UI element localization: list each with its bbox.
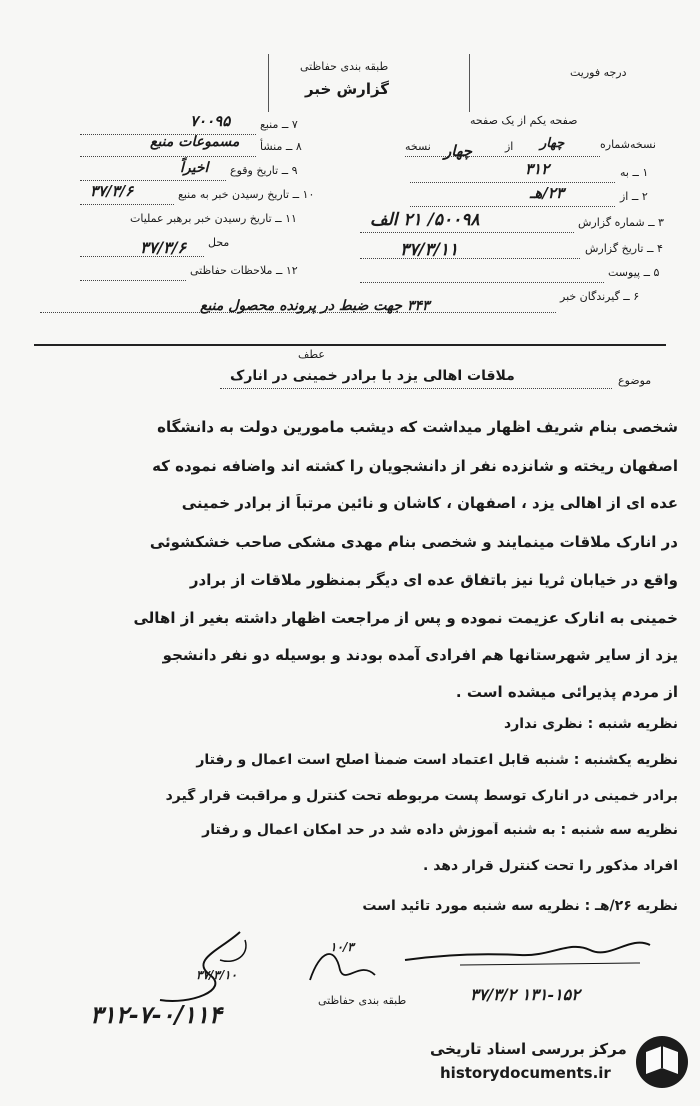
signature-left bbox=[150, 920, 270, 1010]
signature-middle bbox=[300, 930, 390, 990]
field-9-value: اخیراً bbox=[180, 160, 209, 176]
field-10-label: ۱۰ ــ تاریخ رسیدن خبر به منبع bbox=[178, 188, 315, 201]
opinion-sunday-1: نظریه یکشنبه : شنبه قابل اعتماد است ضمناً اصلح است اعمال و رفتار bbox=[196, 752, 678, 768]
copy-value: چهار bbox=[540, 136, 565, 151]
field-8-label: ۸ ــ منشأ bbox=[260, 140, 302, 153]
copy-of: از bbox=[505, 140, 514, 153]
field-1-value: ۳۱۲ bbox=[525, 160, 550, 178]
report-title: گزارش خبر bbox=[305, 80, 390, 98]
signature-mid-date: ۱۰/۳ bbox=[330, 940, 354, 954]
field-4-value: ۳۷/۳/۱۱ bbox=[400, 240, 459, 260]
body-line: شخصی بنام شریف اظهار میداشت که دیشب مامورین دولت به دانشگاه bbox=[157, 418, 678, 436]
body-line: واقع در خیابان ثریا نیز باتفاق عده ای دیگر بمنظور ملاقات از برادر bbox=[189, 571, 678, 589]
signature-date-left: ۳۷/۳/۱۰ bbox=[196, 968, 237, 982]
page-line: صفحه یکم از یک صفحه bbox=[470, 114, 578, 127]
field-7-value: ۷۰۰۹۵ bbox=[190, 112, 231, 130]
body-line: اصفهان ریخته و شانزده نفر از دانشجویان را کشته اند واضافه نموده که bbox=[152, 457, 678, 475]
field-9-label: ۹ ــ تاریخ وقوع bbox=[230, 164, 298, 177]
recipients-note: ۳۴۳ جهت ضبط در پرونده محصول منبع bbox=[200, 298, 430, 314]
field-10-value: ۳۷/۳/۶ bbox=[90, 182, 134, 200]
body-line: یزد از سایر شهرستانها هم افرادی آمده بودند و بوسیله دو نفر دانشجو bbox=[162, 646, 678, 664]
field-3-value: ۵۰۰۹۸/ ۲۱ الف bbox=[370, 210, 480, 230]
divider bbox=[34, 344, 666, 346]
opinion-tuesday-2: افراد مذکور را تحت کنترل قرار دهد . bbox=[423, 858, 678, 874]
opinion-26: نظریه ۲۶/هـ : نظریه سه شنبه مورد تائید است bbox=[362, 898, 678, 914]
opinion-tuesday-1: نظریه سه شنبه : به شنبه آموزش داده شد در حد امکان اعمال و رفتار bbox=[202, 822, 678, 838]
opinion-sunday-2: برادر خمینی در انارک توسط پست مربوطه تحت کنترل و مراقبت قرار گیرد bbox=[165, 788, 678, 804]
opinion-saturday: نظریه شنبه : نظری ندارد bbox=[504, 716, 678, 732]
field-5-label: ۵ ــ پیوست bbox=[608, 266, 660, 279]
classification-top: طبقه بندی حفاظتی bbox=[300, 60, 389, 73]
field-2-value: ۲۳/هـ bbox=[530, 184, 564, 202]
field-6-label: ۶ ــ گیرندگان خبر bbox=[560, 290, 640, 303]
field-2-label: ۲ ــ از bbox=[620, 190, 648, 203]
field-11-label: ۱۱ ــ تاریخ رسیدن خبر برهبر عملیات bbox=[130, 212, 297, 225]
copy-end: نسخه bbox=[405, 140, 431, 153]
signature-right bbox=[400, 925, 660, 975]
subject-label: موضوع bbox=[618, 374, 652, 387]
body-line: خمینی به انارک عزیمت نموده و پس از مراجعت اظهار داشته بغیر از اهالی bbox=[133, 609, 678, 627]
urgency-degree: درجه فوریت bbox=[570, 66, 627, 79]
archive-number: ۳۱۲-۷-۰/۱۱۴ bbox=[90, 1000, 222, 1029]
subject-text: ملاقات اهالی یزد با برادر خمینی در انارک bbox=[230, 368, 515, 384]
field-1-label: ۱ ــ به bbox=[620, 166, 649, 179]
watermark-name: مرکز بررسی اسناد تاریخی bbox=[430, 1040, 627, 1058]
body-line: عده ای از اهالی یزد ، اصفهان ، کاشان و نائین مرتباً از برادر خمینی bbox=[181, 494, 678, 512]
body-line: در انارک ملاقات مینمایند و شخصی بنام مهدی مشکی صاحب خشکشوئی bbox=[149, 533, 678, 551]
copy-label: نسخه‌شماره bbox=[600, 138, 656, 151]
field-11-place: محل bbox=[208, 236, 230, 249]
footer-code: ۱۳۱-۱۵۲ ۳۷/۳/۲ bbox=[470, 985, 580, 1004]
history-documents-logo-icon bbox=[632, 1032, 692, 1092]
field-7-label: ۷ ــ منبع bbox=[260, 118, 298, 131]
field-3-label: ۳ ــ شماره گزارش bbox=[578, 216, 664, 229]
classification-bottom: طبقه بندی حفاظتی bbox=[318, 994, 407, 1007]
field-8-value: مسموعات منبع bbox=[150, 134, 240, 150]
field-11-value: ۳۷/۳/۶ bbox=[140, 238, 187, 257]
field-4-label: ۴ ــ تاریخ گزارش bbox=[585, 242, 663, 255]
field-12-label: ۱۲ ــ ملاحظات حفاظتی bbox=[190, 264, 298, 277]
copy-total: چهار bbox=[444, 142, 473, 160]
watermark-url: historydocuments.ir bbox=[440, 1064, 611, 1082]
subject-atf: عطف bbox=[298, 348, 325, 361]
body-line: از مردم پذیرائی میشده است . bbox=[455, 683, 678, 701]
